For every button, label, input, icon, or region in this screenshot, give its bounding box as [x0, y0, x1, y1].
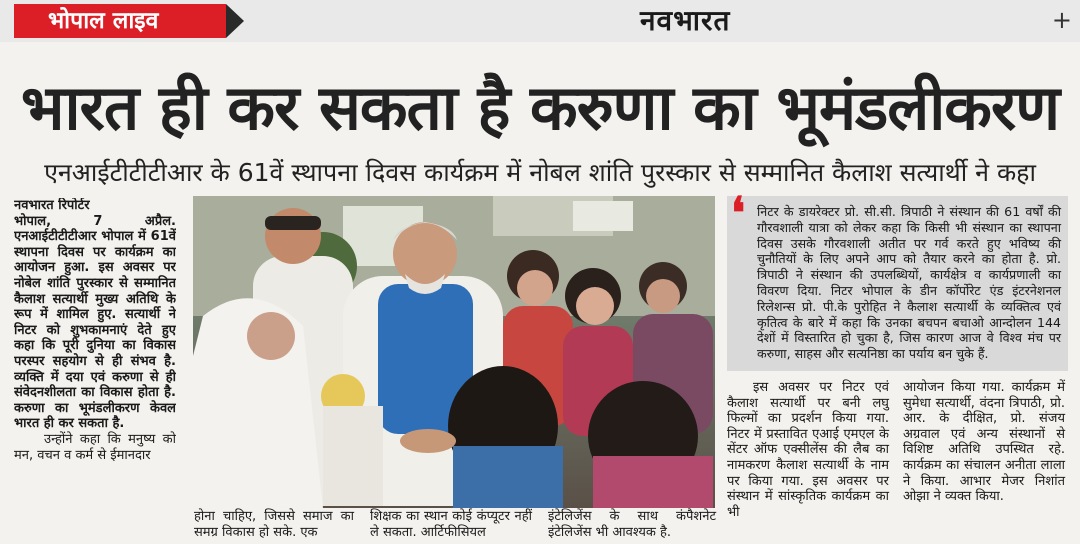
quote-mark-icon: ❛: [731, 188, 746, 239]
headline: भारत ही कर सकता है करुणा का भूमंडलीकरण: [20, 71, 1060, 144]
article-paragraph: उन्होंने कहा कि मनुष्य को मन, वचन व कर्म से ईमानदार: [14, 431, 176, 463]
quote-box: [727, 188, 1068, 371]
article-column-6: आयोजन किया गया. कार्यक्रम में सुमेधा सत्यार्थी, वंदना त्रिपाठी, प्रो. आर. के दीक्षित, प्रो. संजय अग्रवाल एवं अन्य संस्थानों से विशिष्ट अतिथि उपस्थित रहे. कार्यक्रम का संचालन अनीता लाला ने किया. आभार मेजर निशांत ओझा ने व्यक्त किया.: [903, 380, 1065, 505]
photo-illustration: [193, 196, 715, 508]
article-column-2: होना चाहिए, जिससे समाज का समग्र विकास हो सके. एक: [194, 509, 354, 540]
article-column-5: इस अवसर पर निटर एवं कैलाश सत्यार्थी पर बनी लघु फिल्मों का प्रदर्शन किया गया. निटर में प्रस्तावित एआई एमएल के सेंटर ऑफ एक्सीलेंस की लैब का नामकरण कैलाश सत्यार्थी के नाम पर किया गया. इस अवसर पर संस्थान में सांस्कृतिक कार्यक्रम का भी: [727, 380, 889, 520]
masthead: नवभारत: [640, 4, 731, 37]
article-column-4: इंटेलिजेंस के साथ कंपैशनेट इंटेलिजेंस भी आवश्यक है.: [548, 509, 716, 540]
header-bar: [0, 0, 1080, 42]
quote-text: निटर के डायरेक्टर प्रो. सी.सी. त्रिपाठी ने संस्थान की 61 वर्षों की गौरवशाली यात्रा को लेकर कहा कि किसी भी संस्थान का स्थापना दिवस उसके गौरवशाली अतीत पर गर्व करते हुए भविष्य की चुनौतियों के लिए अपने आप को तैयार करने का होता है. प्रो. त्रिपाठी ने संस्थान की उपलब्धियों, कार्यक्षेत्र व कार्यप्रणाली का विवरण दिया. निटर भोपाल के डीन कॉर्पोरेट एंड इंटरनेशनल रिलेशन्स प्रो. पी.के पुरोहित ने कैलाश सत्यार्थी के व्यक्तित्व एवं कृतित्व के बारे में कहा कि उनका बचपन बचाओ आन्दोलन 144 देशों में विस्तारित हो चुका है, जिस कारण आज वे विश्व मंच पर करुणा, साहस और सत्यनिष्ठा का पर्याय बन चुके हैं.: [757, 204, 1061, 362]
news-photo: [193, 196, 715, 508]
article-column-1: [14, 198, 176, 508]
byline: नवभारत रिपोर्टर: [14, 198, 90, 213]
article-column-3: शिक्षक का स्थान कोई कंप्यूटर नहीं ले सकता. आर्टिफीसियल: [370, 509, 532, 540]
subheadline: एनआईटीटीटीआर के 61वें स्थापना दिवस कार्यक्रम में नोबल शांति पुरस्कार से सम्मानित कैलाश सत्यार्थी ने कहा: [44, 158, 1036, 187]
section-tag: भोपाल लाइव: [14, 4, 226, 38]
lead-text: एनआईटीटीटीआर भोपाल में 61वें स्थापना दिवस पर कार्यक्रम का आयोजन हुआ. इस अवसर पर नोबेल शांति पुरस्कार से सम्मानित कैलाश सत्यार्थी मुख्य अतिथि के रूप में शामिल हुए. सत्यार्थी ने निटर को शुभकामनाएं देते हुए कहा कि पूरी दुनिया का विकास परस्पर सहयोग से ही संभव है. व्यक्ति में दया एवं करुणा से ही संवेदनशीलता का विकास होता है. करुणा का भूमंडलीकरण केवल भारत ही कर सकता है.: [14, 229, 176, 432]
plus-icon[interactable]: +: [1051, 6, 1072, 34]
article-lead: [14, 214, 176, 432]
dateline: भोपाल, 7 अप्रैल.: [14, 213, 176, 229]
tag-arrow-icon: [226, 4, 244, 38]
